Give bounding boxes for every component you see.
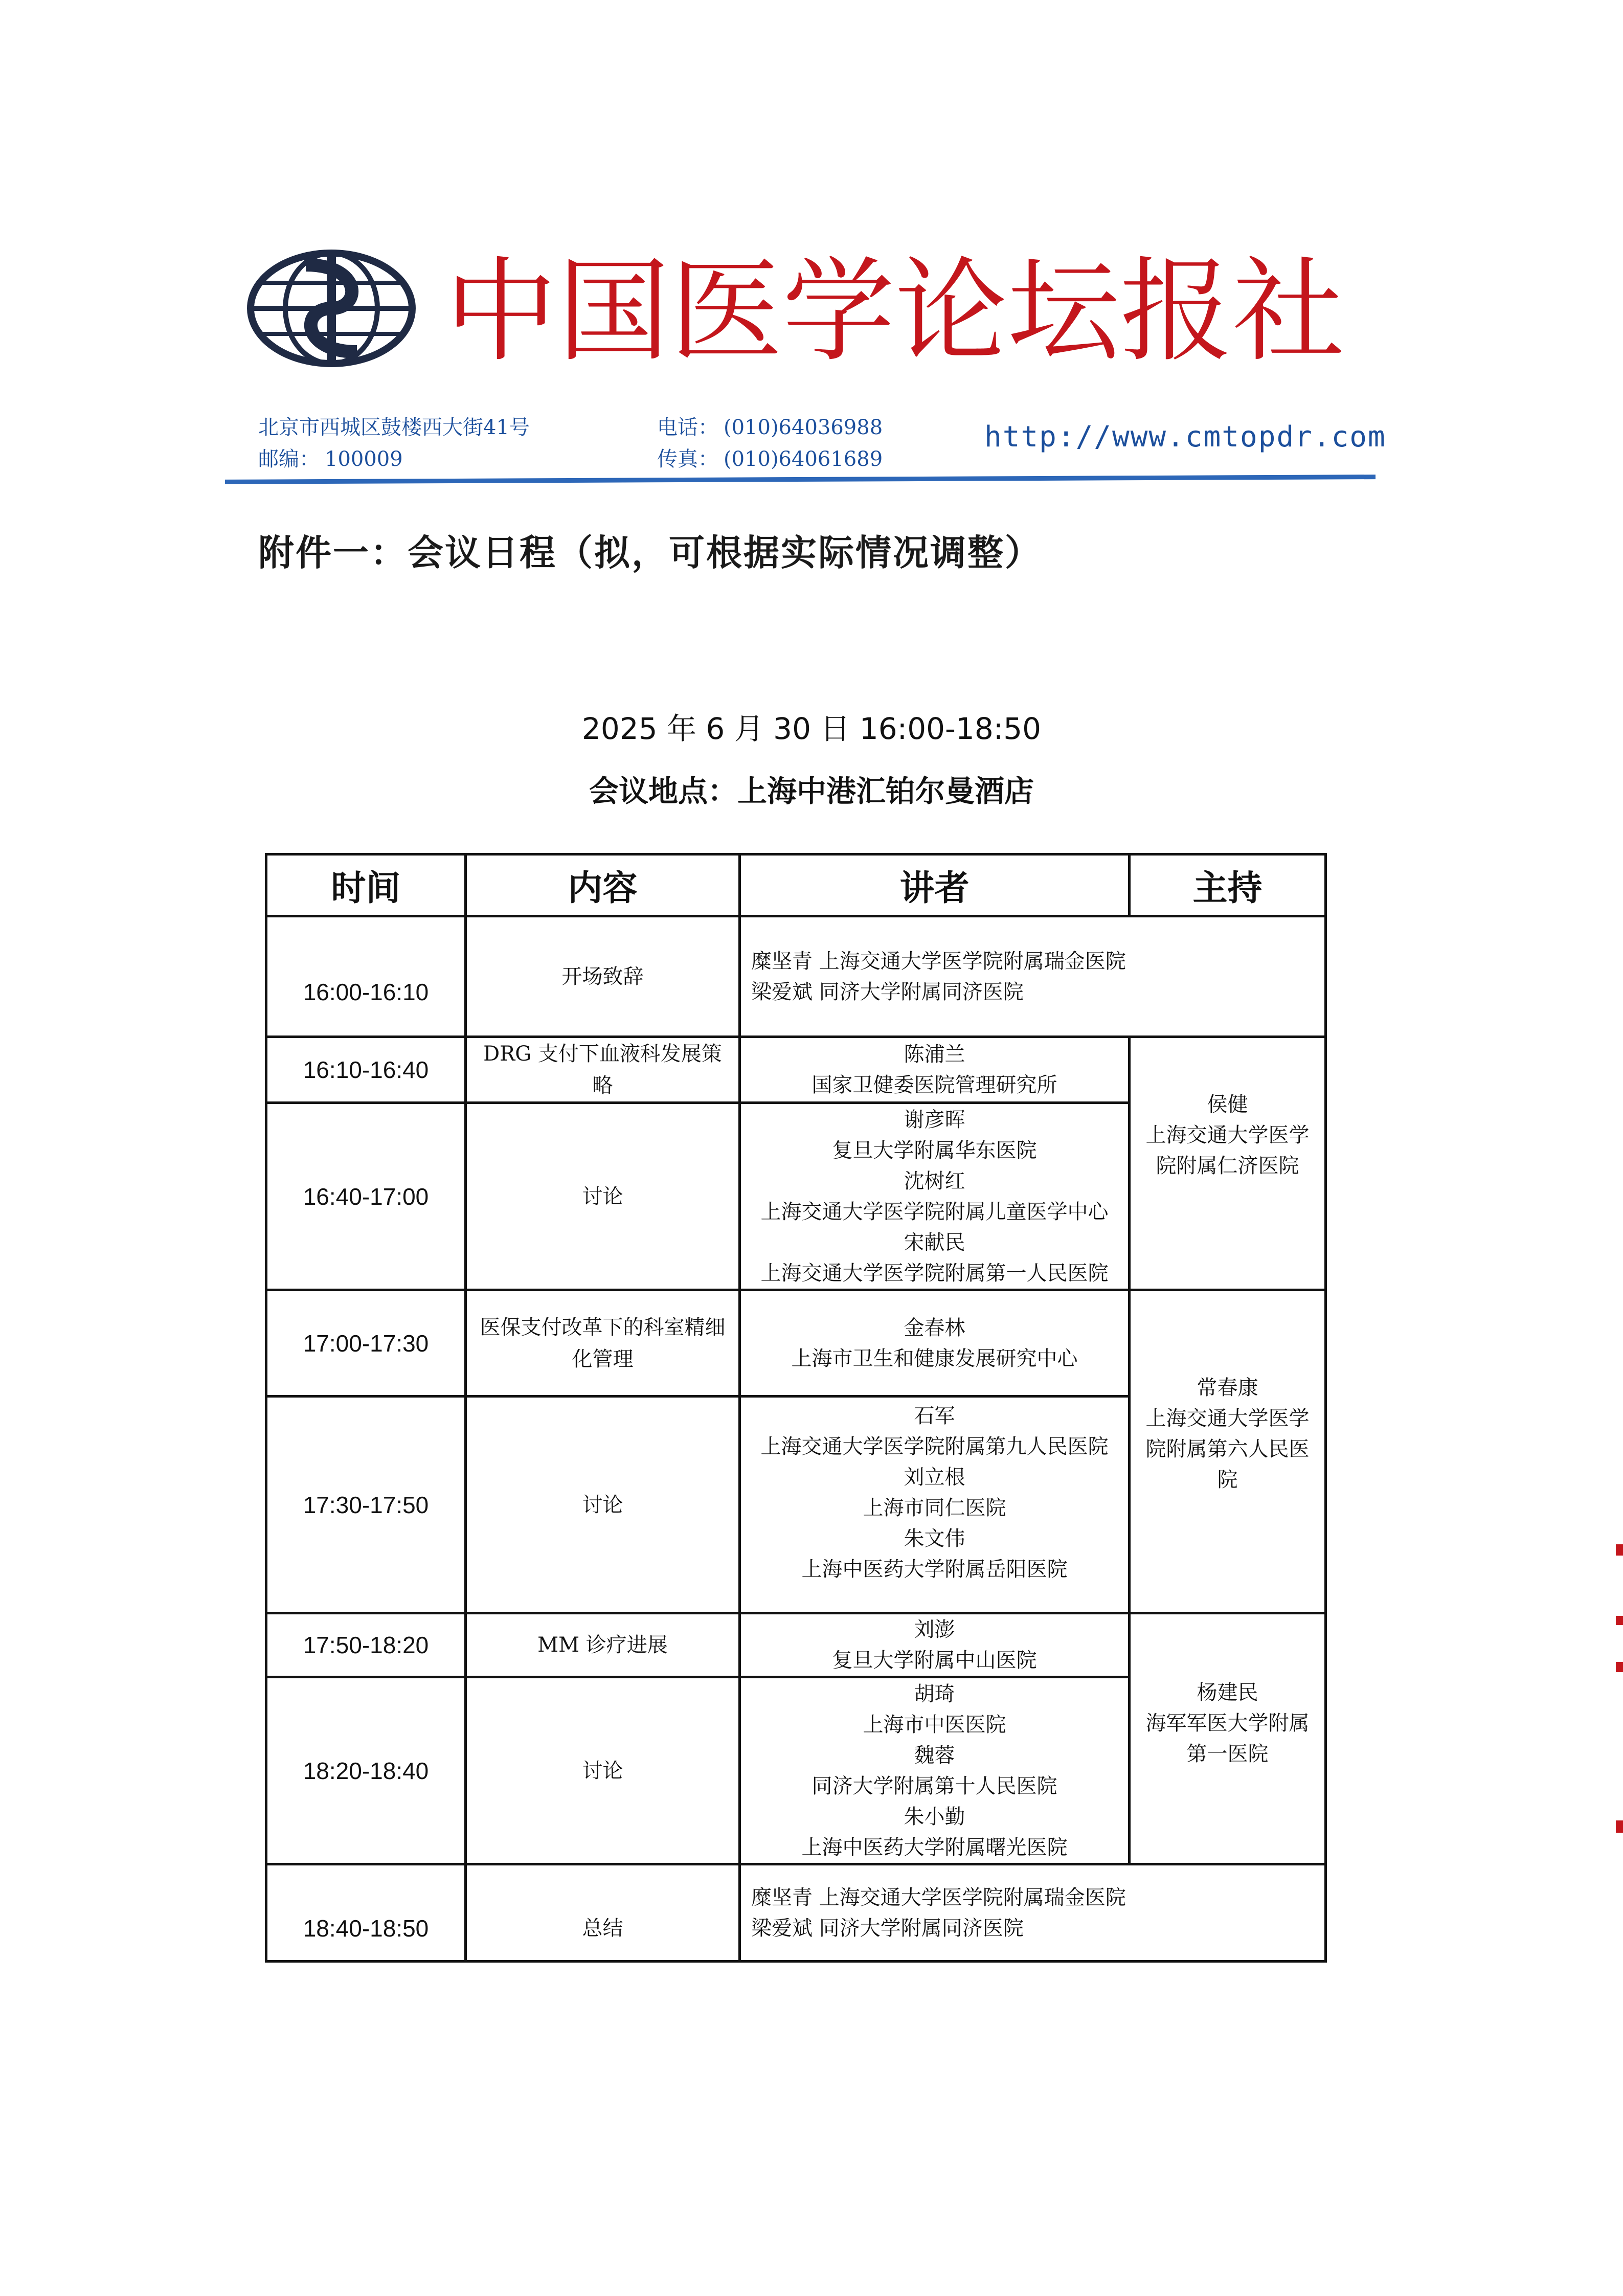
row-speaker: [740, 1677, 1130, 1864]
content-line: 开场致辞: [561, 964, 644, 988]
speaker-line: 上海交通大学医学院附属儿童医学中心: [760, 1200, 1109, 1224]
content-line: MM 诊疗进展: [537, 1633, 668, 1657]
speaker-line: 金春林: [904, 1316, 965, 1340]
fax-line: [657, 443, 883, 475]
header-host: 主持: [1130, 854, 1326, 916]
host-cell: [1130, 1037, 1326, 1290]
host-line: 上海交通大学医学: [1145, 1123, 1310, 1147]
speaker-line: 谢彦晖: [904, 1108, 965, 1132]
host-line: 上海交通大学医学: [1145, 1406, 1310, 1430]
speaker-line: 刘澎: [914, 1618, 955, 1641]
schedule-table: [265, 853, 1327, 1963]
speaker-line: 朱文伟: [904, 1527, 965, 1550]
phone-line: [657, 412, 883, 443]
table-row: [266, 1864, 1326, 1962]
host-line: 杨建民: [1197, 1681, 1258, 1704]
row-content: [466, 1037, 740, 1103]
globe-logo-icon: [244, 244, 418, 372]
row-time: 16:40-17:00: [266, 1103, 466, 1290]
speaker-line: 国家卫健委医院管理研究所: [812, 1073, 1057, 1097]
header-content: 内容: [466, 854, 740, 916]
fax-label: 传真：: [657, 447, 718, 471]
row-content: [466, 1103, 740, 1290]
speaker-line: 上海市同仁医院: [863, 1496, 1006, 1520]
header-speaker: 讲者: [740, 854, 1130, 916]
speaker-line: 上海交通大学医学院附属第一人民医院: [760, 1261, 1109, 1285]
row-time: 17:30-17:50: [266, 1397, 466, 1613]
website-url: http://www.cmtopdr.com: [984, 420, 1386, 454]
org-name-char: 论: [895, 246, 1008, 377]
speaker-line: 陈浦兰: [904, 1043, 965, 1066]
speaker-line: 上海中医药大学附属岳阳医院: [801, 1558, 1068, 1581]
host-line: 第一医院: [1186, 1742, 1269, 1766]
host-cell: [1130, 1613, 1326, 1864]
speaker-line: 胡琦: [914, 1682, 955, 1706]
scan-edge-mark: [1616, 1820, 1623, 1833]
speaker-line: 梁爱斌 同济大学附属同济医院: [751, 980, 1024, 1004]
table-header-row: [266, 854, 1326, 916]
speaker-line: 复旦大学附属华东医院: [832, 1138, 1037, 1162]
postcode-line: [258, 443, 530, 475]
row-content: [466, 1864, 740, 1962]
row-content: [466, 1613, 740, 1677]
content-line: 医保支付改革下的科室精细: [480, 1315, 726, 1339]
org-name-char: 报: [1120, 246, 1233, 377]
org-name-char: 医: [670, 246, 783, 377]
row-speaker: [740, 1397, 1130, 1613]
row-content: [466, 1677, 740, 1864]
content-line: 讨论: [582, 1493, 623, 1517]
speaker-line: 石军: [914, 1404, 955, 1428]
scan-edge-mark: [1616, 1544, 1623, 1556]
scan-edge-mark: [1616, 1662, 1623, 1672]
row-time: 16:10-16:40: [266, 1037, 466, 1103]
attachment-title: 附件一：会议日程（拟，可根据实际情况调整）: [258, 532, 1042, 574]
content-line: 讨论: [582, 1184, 623, 1208]
speaker-line: 糜坚青 上海交通大学医学院附属瑞金医院: [751, 949, 1126, 973]
host-line: 院附属仁济医院: [1156, 1154, 1299, 1178]
speaker-line: 同济大学附属第十人民医院: [812, 1774, 1057, 1798]
row-speaker: [740, 916, 1326, 1037]
host-line: 常春康: [1197, 1376, 1258, 1400]
org-name-char: 社: [1232, 246, 1345, 377]
fax-value: (010)64061689: [724, 447, 883, 471]
table-row: [266, 1290, 1326, 1397]
speaker-line: 梁爱斌 同济大学附属同济医院: [751, 1916, 1024, 1940]
org-name: [445, 240, 1345, 377]
org-name-char: 坛: [1007, 246, 1120, 377]
row-time: 18:20-18:40: [266, 1677, 466, 1864]
org-name-char: 学: [782, 246, 895, 377]
scan-edge-mark: [1616, 1616, 1623, 1625]
phone-value: (010)64036988: [724, 416, 883, 439]
content-line: 略: [592, 1074, 613, 1097]
address-block: [258, 412, 530, 475]
table-row: [266, 1613, 1326, 1677]
row-speaker: [740, 1613, 1130, 1677]
letterhead-divider: [225, 475, 1376, 484]
content-line: DRG 支付下血液科发展策: [483, 1042, 722, 1066]
row-time: 17:50-18:20: [266, 1613, 466, 1677]
meeting-date-time: 2025 年 6 月 30 日 16:00-18:50: [581, 711, 1042, 746]
speaker-line: 上海中医药大学附属曙光医院: [801, 1835, 1068, 1859]
host-line: 海军军医大学附属: [1145, 1712, 1310, 1735]
speaker-line: 上海市卫生和健康发展研究中心: [791, 1346, 1078, 1370]
phone-block: [657, 412, 883, 475]
host-line: 侯健: [1207, 1093, 1248, 1116]
meeting-place: 会议地点：上海中港汇铂尔曼酒店: [589, 774, 1034, 808]
content-line: 总结: [582, 1916, 623, 1940]
speaker-line: 魏蓉: [914, 1743, 955, 1767]
postcode-label: 邮编：: [258, 447, 320, 471]
speaker-line: 刘立根: [904, 1466, 965, 1489]
row-speaker: [740, 1103, 1130, 1290]
header-time: 时间: [266, 854, 466, 916]
speaker-line: 糜坚青 上海交通大学医学院附属瑞金医院: [751, 1885, 1126, 1909]
postcode-value: 100009: [325, 447, 403, 471]
row-content: [466, 916, 740, 1037]
row-speaker: [740, 1290, 1130, 1397]
row-time: 17:00-17:30: [266, 1290, 466, 1397]
row-content: [466, 1397, 740, 1613]
row-content: [466, 1290, 740, 1397]
row-speaker: [740, 1037, 1130, 1103]
content-line: 化管理: [572, 1347, 634, 1371]
org-name-char: 中: [445, 246, 558, 377]
host-line: 院附属第六人民医: [1145, 1437, 1310, 1461]
org-name-char: 国: [557, 246, 670, 377]
table-row: [266, 916, 1326, 1037]
row-speaker: [740, 1864, 1326, 1962]
row-time: 18:40-18:50: [266, 1864, 466, 1962]
speaker-line: 上海交通大学医学院附属第九人民医院: [760, 1435, 1109, 1458]
speaker-line: 复旦大学附属中山医院: [832, 1649, 1037, 1672]
address-line: 北京市西城区鼓楼西大街41号: [258, 416, 530, 439]
table-row: [266, 1037, 1326, 1103]
row-time: 16:00-16:10: [266, 916, 466, 1037]
speaker-line: 朱小勤: [904, 1805, 965, 1829]
phone-label: 电话：: [657, 416, 718, 439]
content-line: 讨论: [582, 1759, 623, 1783]
host-line: 院: [1217, 1468, 1238, 1492]
speaker-line: 沈树红: [904, 1169, 965, 1193]
host-cell: [1130, 1290, 1326, 1613]
speaker-line: 上海市中医医院: [863, 1713, 1006, 1737]
speaker-line: 宋献民: [904, 1230, 965, 1254]
